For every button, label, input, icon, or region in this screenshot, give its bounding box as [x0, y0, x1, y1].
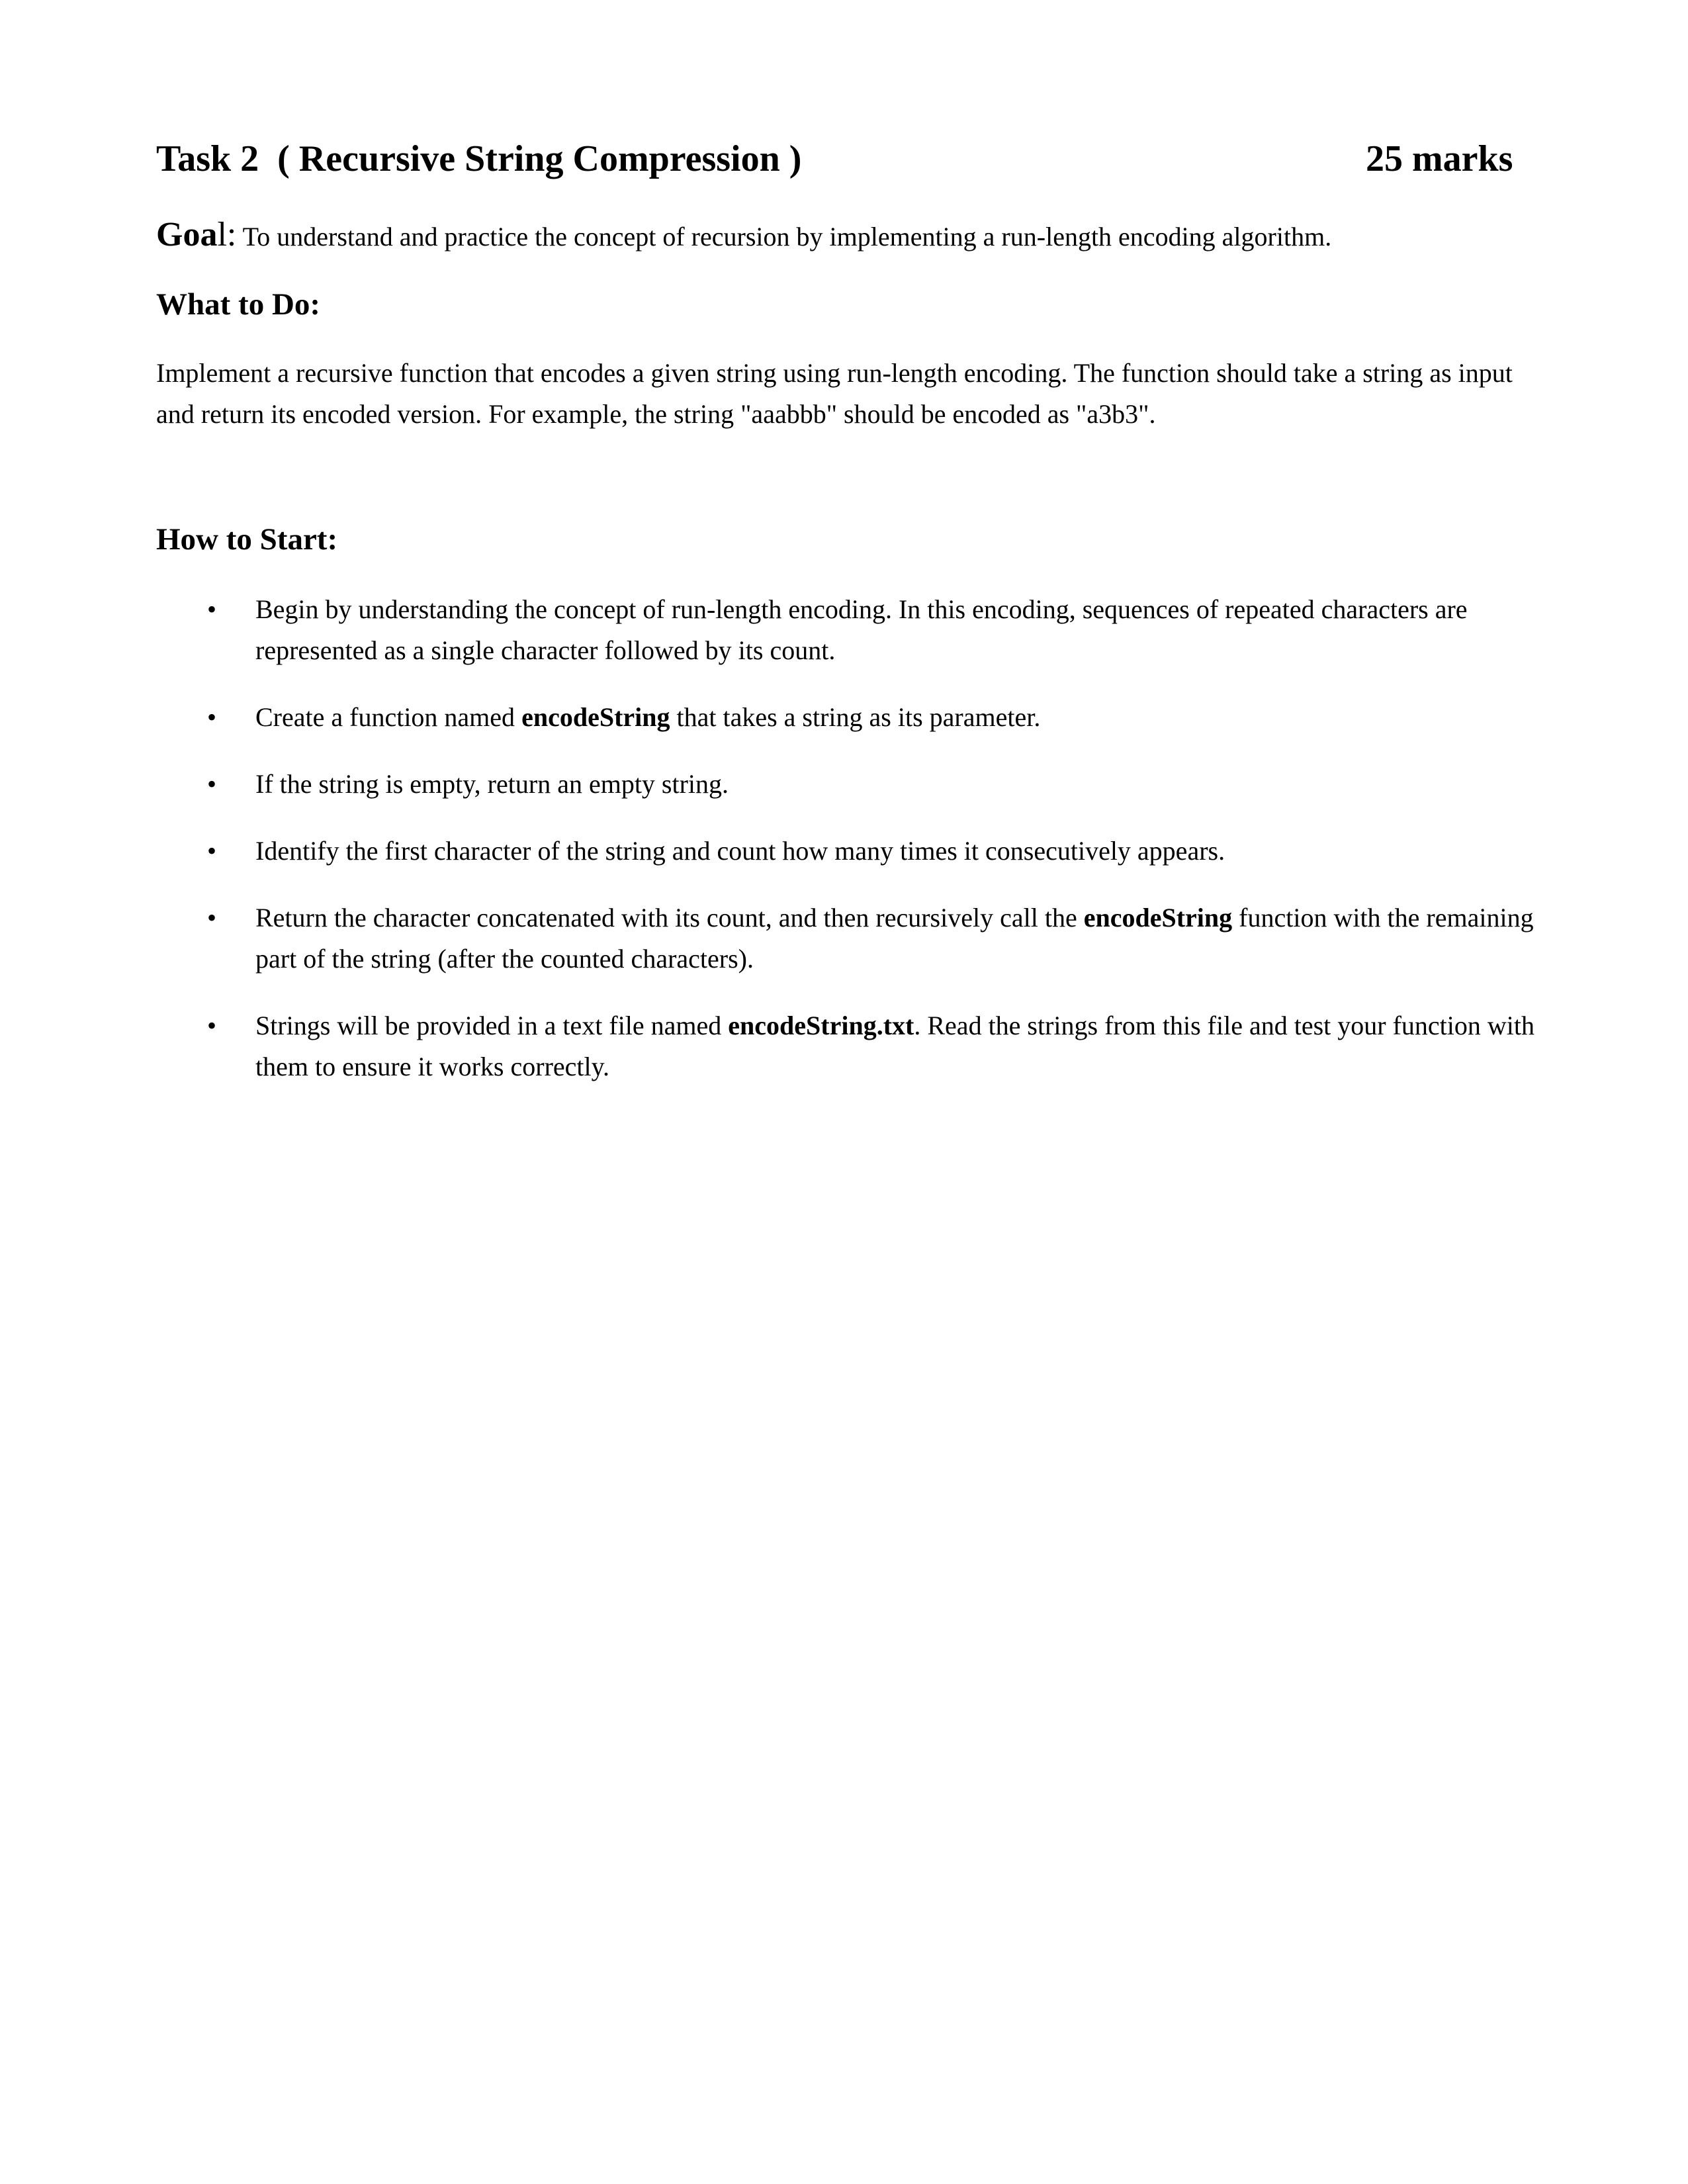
list-item-text-post: . Read the strings from this file and test your function with them to ensure it works correctly. — [255, 1011, 1534, 1081]
list-item-text-pre: Strings will be provided in a text file named — [255, 1011, 729, 1040]
what-to-do-paragraph: Implement a recursive function that encodes a given string using run-length encoding. The function should take a string as input and return its encoded version. For example, the string "aaabbb" should be encoded as "a3b3". — [156, 358, 1513, 429]
task-marks: 25 marks — [1366, 138, 1513, 179]
file-name-bold: encodeString.txt — [728, 1011, 914, 1040]
list-item — [156, 1005, 1539, 1087]
bullet-icon: • — [206, 769, 216, 799]
list-item — [156, 831, 1539, 872]
goal-line — [156, 212, 1331, 260]
goal-label-end: l: — [217, 216, 237, 253]
list-item — [156, 897, 1539, 979]
list-item — [156, 697, 1539, 738]
list-item — [156, 589, 1539, 671]
list-item-text-post: that takes a string as its parameter. — [670, 702, 1041, 732]
what-to-do-heading: What to Do: — [156, 287, 321, 322]
list-item-text-pre: Return the character concatenated with its count, and then recursively call the — [255, 903, 1084, 933]
list-item — [156, 764, 1539, 805]
list-item-text-pre: Create a function named — [255, 702, 522, 732]
goal-label: Goa — [156, 216, 218, 253]
list-item-text: Begin by understanding the concept of run-length encoding. In this encoding, sequences of repeated characters are represented as a single character followed by its count. — [255, 594, 1468, 665]
list-item-text-post: function with the remaining part of the string (after the counted characters). — [255, 903, 1534, 974]
bullet-icon: • — [206, 903, 216, 933]
bullet-icon: • — [206, 594, 216, 624]
bullet-icon: • — [206, 836, 216, 866]
goal-text: To understand and practice the concept of recursion by implementing a run-length encoding algorithm. — [236, 222, 1332, 251]
bullet-icon: • — [206, 1011, 216, 1040]
title-row — [156, 132, 1513, 185]
how-to-start-list — [156, 589, 1546, 1113]
function-name-bold: encodeString — [521, 702, 670, 732]
list-item-text: If the string is empty, return an empty string. — [255, 769, 729, 799]
list-item-text: Identify the first character of the string and count how many times it consecutively appears. — [255, 836, 1225, 866]
task-title: Task 2 ( Recursive String Compression ) — [156, 138, 802, 179]
bullet-icon: • — [206, 702, 216, 732]
how-to-start-heading: How to Start: — [156, 522, 338, 557]
function-name-bold: encodeString — [1083, 903, 1233, 933]
